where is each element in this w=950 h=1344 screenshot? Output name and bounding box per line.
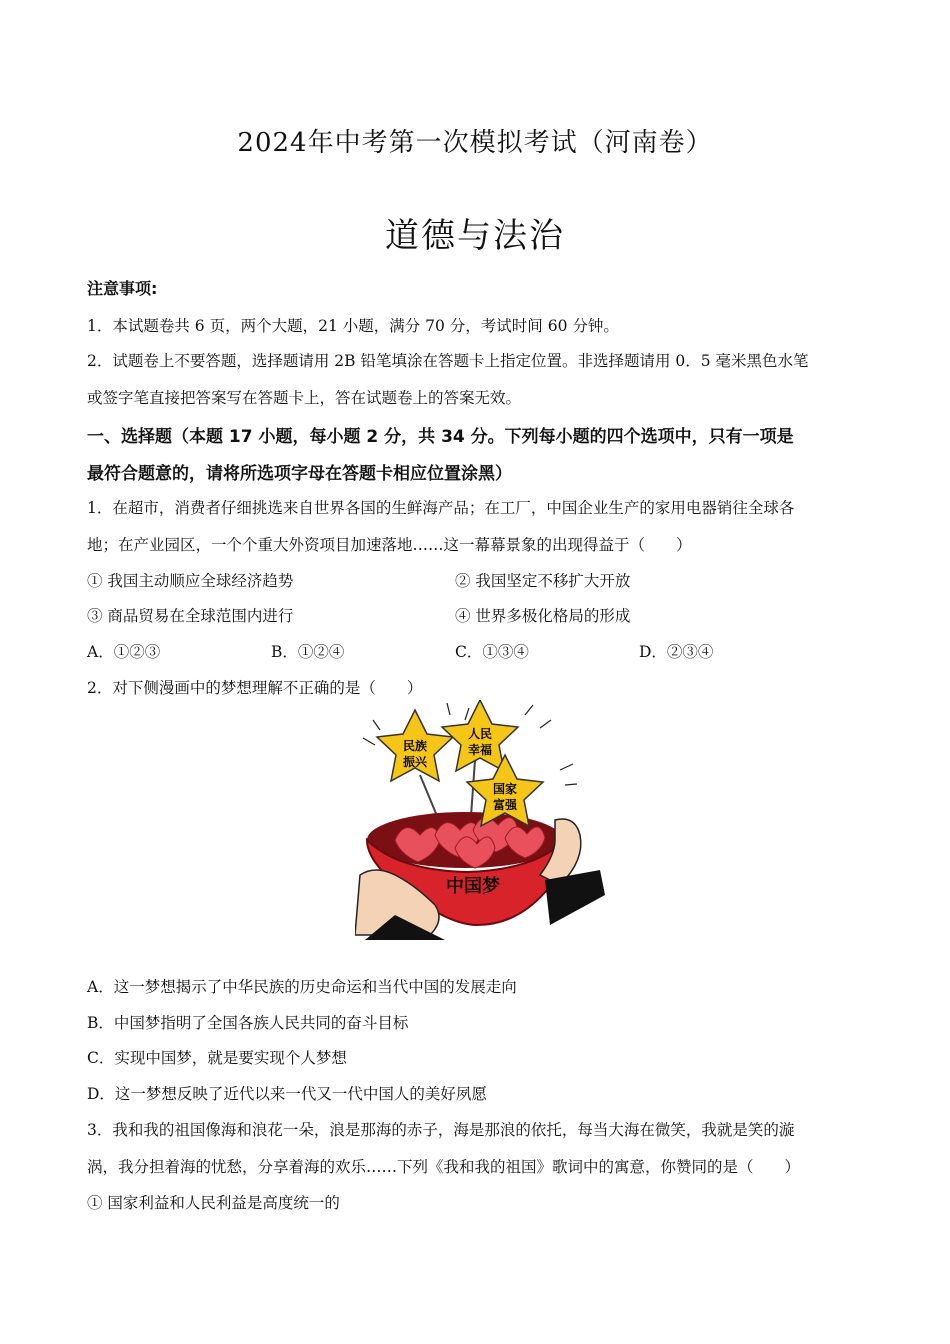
subject-title: 道德与法治 xyxy=(385,216,565,256)
note-item: 2．试题卷上不要答题，选择题请用 2B 铅笔填涂在答题卡上指定位置。非选择题请用 0．5 毫米黑色水笔 xyxy=(87,352,809,370)
section-heading: 一、选择题（本题 17 小题，每小题 2 分，共 34 分。下列每小题的四个选项中，只有一项是 xyxy=(87,427,794,447)
star-text: 振兴 xyxy=(402,755,428,769)
chinese-dream-cartoon xyxy=(355,700,605,940)
note-item: 1．本试题卷共 6 页，两个大题，21 小题，满分 70 分，考试时间 60 分钟。 xyxy=(87,317,619,335)
star-text: 国家 xyxy=(492,782,518,796)
q1-stem: 1．在超市，消费者仔细挑选来自世界各国的生鲜海产品；在工厂，中国企业生产的家用电器销往全球各 xyxy=(87,499,795,517)
q3-stem: 3．我和我的祖国像海和浪花一朵，浪是那海的赤子，海是那浪的依托，每当大海在微笑，我就是笑的漩 xyxy=(87,1121,795,1139)
q1-item: ④ 世界多极化格局的形成 xyxy=(455,607,631,625)
star-text: 民族 xyxy=(402,739,428,753)
q1-option-a[interactable]: A．①②③ xyxy=(87,643,161,661)
q1-item: ① 我国主动顺应全球经济趋势 xyxy=(87,572,294,590)
q2-option-b[interactable]: B．中国梦指明了全国各族人民共同的奋斗目标 xyxy=(87,1014,409,1032)
box-label: 中国梦 xyxy=(446,876,500,897)
q3-stem: 涡，我分担着海的忧愁，分享着海的欢乐……下列《我和我的祖国》歌词中的寓意，你赞同的是（ ） xyxy=(87,1158,801,1176)
star-national-rejuvenation xyxy=(377,710,453,781)
q2-option-a[interactable]: A．这一梦想揭示了中华民族的历史命运和当代中国的发展走向 xyxy=(87,978,517,996)
q2-option-c[interactable]: C．实现中国梦，就是要实现个人梦想 xyxy=(87,1049,347,1067)
exam-title: 2024年中考第一次模拟考试（河南卷） xyxy=(237,128,713,158)
q1-item: ③ 商品贸易在全球范围内进行 xyxy=(87,607,294,625)
q3-item: ① 国家利益和人民利益是高度统一的 xyxy=(87,1194,340,1212)
q1-option-d[interactable]: D．②③④ xyxy=(639,643,714,661)
q1-option-c[interactable]: C．①③④ xyxy=(455,643,529,661)
q1-option-b[interactable]: B．①②④ xyxy=(271,643,345,661)
star-text: 富强 xyxy=(492,798,518,812)
q1-item: ② 我国坚定不移扩大开放 xyxy=(455,572,631,590)
note-item: 或签字笔直接把答案写在答题卡上，答在试题卷上的答案无效。 xyxy=(87,389,522,407)
section-heading: 最符合题意的，请将所选项字母在答题卡相应位置涂黑） xyxy=(87,464,512,484)
notes-heading: 注意事项: xyxy=(87,279,158,298)
star-text: 幸福 xyxy=(467,743,493,757)
q1-stem: 地；在产业园区，一个个重大外资项目加速落地……这一幕幕景象的出现得益于（ ） xyxy=(87,536,692,554)
star-text: 人民 xyxy=(467,727,493,741)
q2-stem: 2．对下侧漫画中的梦想理解不正确的是（ ） xyxy=(87,679,423,697)
q2-option-d[interactable]: D．这一梦想反映了近代以来一代又一代中国人的美好夙愿 xyxy=(87,1085,487,1103)
